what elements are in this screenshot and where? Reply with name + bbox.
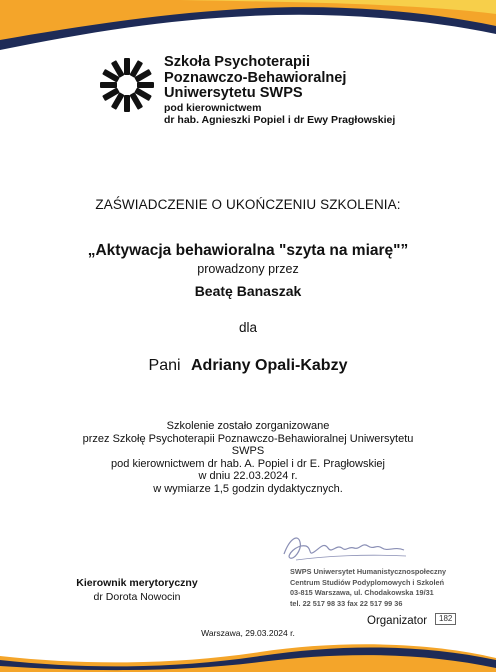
signature-image [276, 530, 416, 566]
org-name-line1: Szkoła Psychoterapii [164, 54, 310, 70]
certificate-title: ZAŚWIADCZENIE O UKOŃCZENIU SZKOLENIA: [95, 197, 401, 212]
stamp-number: 182 [435, 613, 456, 625]
info-line: w wymiarze 1,5 godzin dydaktycznych. [153, 482, 343, 495]
org-sub-line1: pod kierownictwem [164, 101, 262, 114]
organizer-label: Organizator [367, 615, 428, 627]
organizer-stamp [290, 567, 446, 609]
led-by-label: prowadzony przez [197, 262, 299, 276]
organization-block [164, 55, 395, 126]
swps-logo-icon [98, 56, 156, 114]
trainer-name: Beatę Banaszak [194, 283, 302, 299]
info-line: przez Szkołę Psychoterapii Poznawczo-Behawioralnej Uniwersytetu [82, 432, 414, 445]
for-label: dla [238, 320, 257, 335]
info-line: Szkolenie zostało zorganizowane [166, 420, 330, 432]
stamp-line: Centrum Studiów Podyplomowych i Szkoleń [290, 577, 445, 587]
stamp-line: 03-815 Warszawa, ul. Chodakowska 19/31 [290, 588, 434, 597]
training-info [0, 420, 496, 496]
info-line: w dniu 22.03.2024 r. [198, 470, 298, 483]
org-sub-line2: dr hab. Agnieszki Popiel i dr Ewy Pragłowskiej [164, 113, 396, 126]
place-date: Warszawa, 29.03.2024 r. [201, 628, 295, 638]
stamp-line: SWPS Uniwersytet Humanistycznospołeczny [290, 567, 447, 576]
course-title: „Aktywacja behawioralna "szyta na miarę"” [87, 242, 409, 259]
head-name: dr Dorota Nowocin [93, 591, 181, 603]
top-wave-decoration [0, 0, 496, 60]
org-name-line2: Poznawczo-Behawioralnej [164, 69, 347, 86]
info-line: SWPS [231, 445, 265, 458]
org-name-line3: Uniwersytetu SWPS [164, 85, 303, 101]
info-line: pod kierownictwem dr hab. A. Popiel i dr E. Pragłowskiej [111, 457, 385, 470]
recipient [0, 357, 496, 375]
bottom-wave-decoration [0, 638, 496, 672]
recipient-prefix: Pani [148, 357, 181, 374]
recipient-name: Adriany Opali-Kabzy [191, 357, 348, 374]
stamp-line: tel. 22 517 98 33 fax 22 517 99 36 [290, 598, 403, 608]
head-label: Kierownik merytoryczny [76, 577, 198, 589]
